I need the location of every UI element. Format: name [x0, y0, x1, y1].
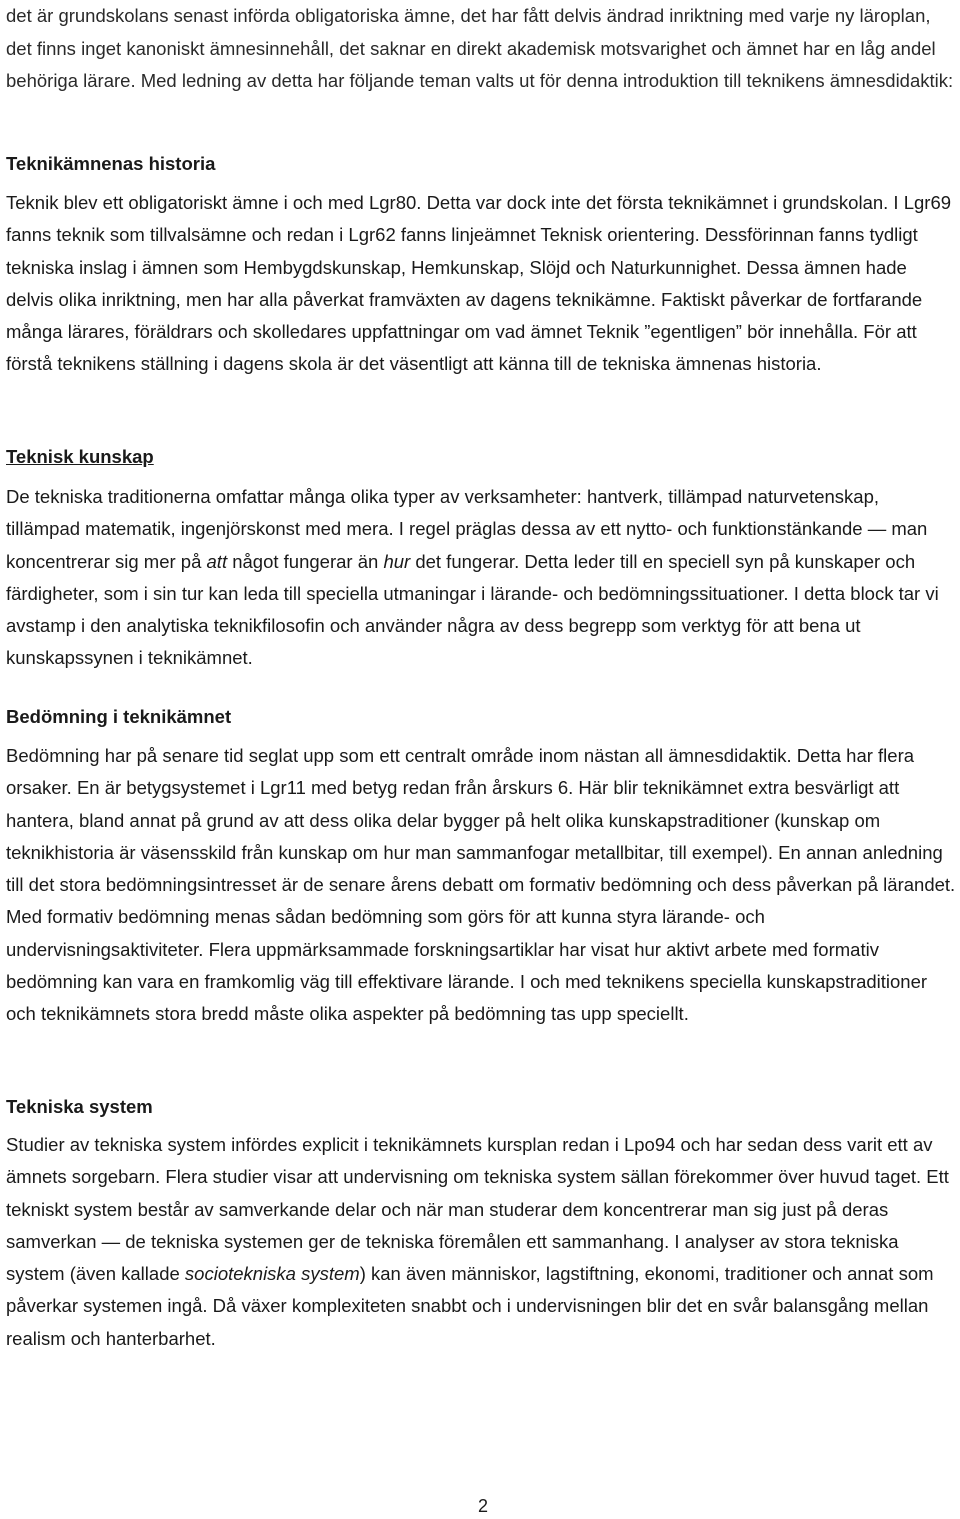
page-number: 2 [478, 1496, 489, 1516]
emphasis-att: att [206, 550, 228, 572]
paragraph-tekniska-system: Studier av tekniska system infördes explicit i teknikämnets kursplan redan i Lpo94 och har sedan dess varit ett av ämnets sorgebarn. Flera studier visar att undervisning om tekniska system sällan förekommer över huvud taget. Ett tekniskt system består av samverkande delar och när man studerar dem koncentrerar man sig just på deras samverkan — de tekniska systemen ger de tekniska föremålen ett sammanhang. I analyser av stora tekniska system (även kallade sociotekniska system) kan även människor, lagstiftning, ekonomi, traditioner och annat som påverkar systemen ingå. Då växer komplexiteten snabbt och i undervisningen blir det en svår balansgång mellan realism och hanterbarhet. [6, 1134, 949, 1349]
heading-bedomning: Bedömning i teknikämnet [6, 706, 232, 727]
emphasis-sociotekniska-system: sociotekniska system [184, 1263, 360, 1285]
heading-teknisk-kunskap: Teknisk kunskap [6, 446, 154, 467]
emphasis-hur: hur [383, 550, 411, 572]
heading-teknikamnenas-historia: Teknikämnenas historia [6, 153, 216, 174]
paragraph-teknisk-kunskap: De tekniska traditionerna omfattar många olika typer av verksamheter: hantverk, tillämpad naturvetenskap, tillämpad matematik, ingenjörskonst med mera. I regel präglas dessa av ett nytto- och funktionstänkande — man koncentrerar sig mer på att något fungerar än hur det fungerar. Detta leder till en speciell syn på kunskaper och färdigheter, som i sin tur kan leda till speciella utmaningar i lärande- och bedömningssituationer. I detta block tar vi avstamp i den analytiska teknikfilosofin och använder några av dess begrepp som verktyg för att bena ut kunskapssynen i teknikämnet. [6, 486, 939, 669]
paragraph-teknikamnenas-historia: Teknik blev ett obligatoriskt ämne i och med Lgr80. Detta var dock inte det första teknikämnet i grundskolan. I Lgr69 fanns teknik som tillvalsämne och redan i Lgr62 fanns linjeämnet Teknisk orientering. Dessförinnan fanns tydligt tekniska inslag i ämnen som Hembygdskunskap, Hemkunskap, Slöjd och Naturkunnighet. Dessa ämnen hade delvis olika inriktning, men har alla påverkat framväxten av dagens teknikämne. Faktiskt påverkar de fortfarande många lärares, föräldrars och skolledares uppfattningar om vad ämnet Teknik ”egentligen” bör innehålla. För att förstå teknikens ställning i dagens skola är det väsentligt att känna till de tekniska ämnenas historia. [6, 192, 952, 375]
heading-tekniska-system: Tekniska system [6, 1096, 153, 1117]
paragraph-bedomning: Bedömning har på senare tid seglat upp som ett centralt område inom nästan all ämnesdidaktik. Detta har flera orsaker. En är betygsystemet i Lgr11 med betyg redan från årskurs 6. Här blir teknikämnet extra besvärligt att hantera, bland annat på grund av att dess olika delar bygger på helt olika kunskapstraditioner (kunskap om teknikhistoria är väsensskild från kunskap om hur man sammanfogar metallbitar, till exempel). En annan anledning till det stora bedömningsintresset är de senare årens debatt om formativ bedömning och dess påverkan på lärandet. Med formativ bedömning menas sådan bedömning som görs för att kunna styra lärande- och undervisningsaktiviteter. Flera uppmärksammade forskningsartiklar har visat hur aktivt arbete med formativ bedömning kan vara en framkomlig väg till effektivare lärande. I och med teknikens speciella kunskapstraditioner och teknikämnets stora bredd måste olika aspekter på bedömning tas upp speciellt. [6, 745, 956, 1025]
intro-paragraph: det är grundskolans senast införda obligatoriska ämne, det har fått delvis ändrad inriktning med varje ny läroplan, det finns inget kanoniskt ämnesinnehåll, det saknar en direkt akademisk motsvarighet och ämnet har en låg andel behöriga lärare. Med ledning av detta har följande teman valts ut för denna introduktion till teknikens ämnesdidaktik: [6, 5, 954, 91]
